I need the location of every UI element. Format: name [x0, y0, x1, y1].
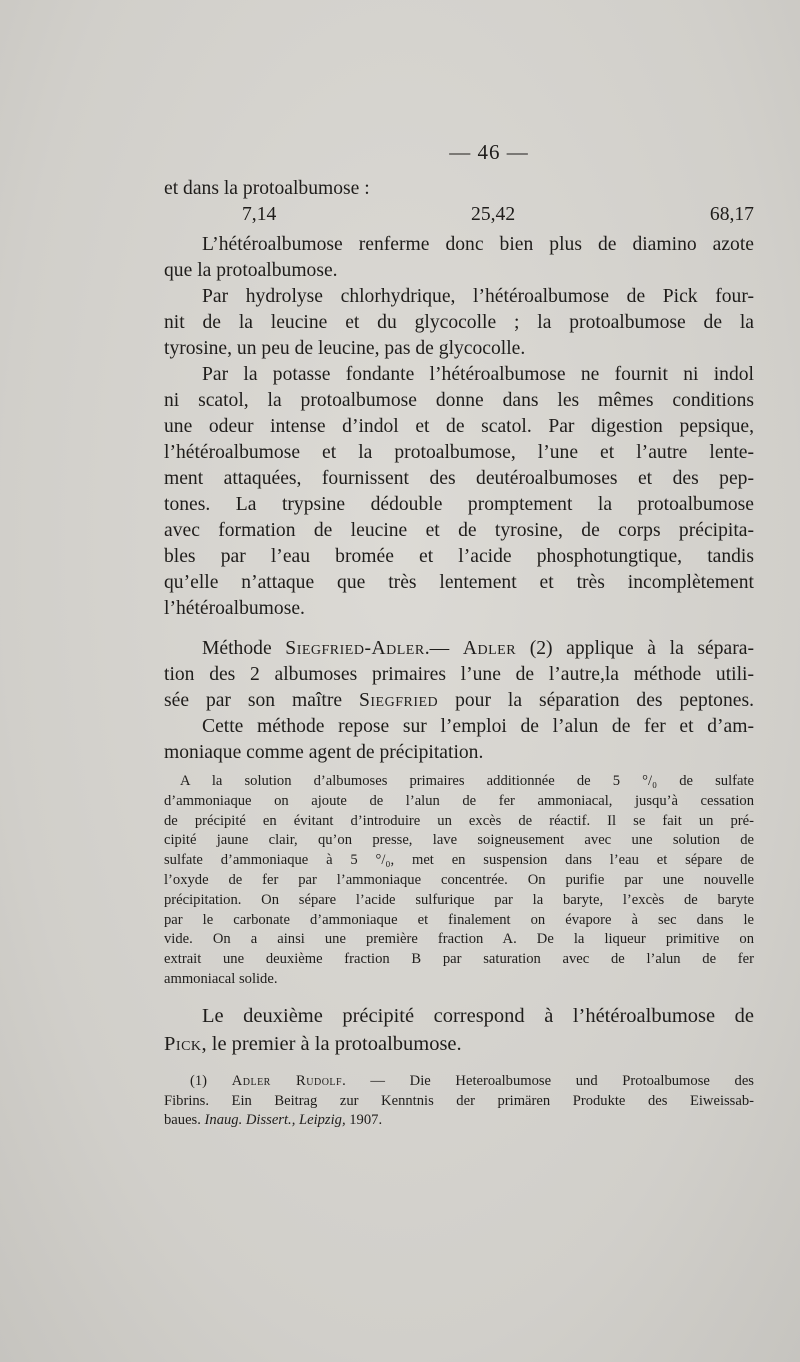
- small-print-line: cipité jaune clair, qu’on presse, lave soigneusement avec une solution de: [164, 832, 754, 849]
- text-fragment: Méthode: [202, 638, 286, 659]
- text-fragment: , le premier à la protoalbumose.: [201, 1032, 462, 1055]
- paragraph-line: ment attaquées, fournissent des deutéroalbumoses et des pep-: [164, 468, 754, 489]
- small-print-line: précipitation. On sépare l’acide sulfurique par la baryte, l’excès de baryte: [164, 891, 754, 908]
- values-row: [164, 202, 754, 228]
- methode-heading-line: [164, 636, 754, 662]
- paragraph-line: bles par l’eau bromée et l’acide phosphotungtique, tandis: [164, 546, 754, 567]
- paragraph-line: que la protoalbumose.: [164, 260, 338, 281]
- value-1: 7,14: [242, 204, 277, 225]
- author-name: Pick: [164, 1032, 202, 1055]
- intro-line: et dans la protoalbumose :: [164, 178, 370, 199]
- small-print-line: l’oxyde de fer par l’ammoniaque concentrée. On purifie par une nouvelle: [164, 871, 754, 888]
- paragraph-line: [164, 1030, 754, 1058]
- paragraph-3: [164, 362, 754, 622]
- small-print-line: sulfate d’ammoniaque à 5 °/₀, met en suspension dans l’eau et sépare de: [164, 852, 754, 869]
- small-print-line: vide. On a ainsi une première fraction A. De la liqueur primitive on: [164, 931, 754, 948]
- paragraph-line: l’hétéroalbumose.: [164, 598, 305, 619]
- footnote-number: (1): [190, 1072, 232, 1089]
- final-paragraph: [164, 1002, 754, 1058]
- small-print-procedure: [164, 772, 754, 990]
- small-print-line: extrait une deuxième fraction B par saturation avec de l’alun de fer: [164, 951, 754, 968]
- citation: Inaug. Dissert., Leipzig,: [204, 1112, 346, 1129]
- paragraph-line: Cette méthode repose sur l’emploi de l’alun de fer et d’am-: [202, 716, 754, 737]
- author-name: Siegfried: [358, 690, 439, 711]
- small-print-line: A la solution d’albumoses primaires additionnée de 5 °/₀ de sulfate: [180, 773, 754, 789]
- paragraph-line: tyrosine, un peu de leucine, pas de glycocolle.: [164, 338, 526, 359]
- page-number: — 46 —: [449, 140, 529, 164]
- text-fragment: .—: [424, 638, 463, 659]
- small-print-line: de précipité en évitant d’introduire un excès de réactif. Il se fait un pré-: [164, 812, 754, 829]
- author-name: Adler: [462, 638, 517, 659]
- author-name: Siegfried-Adler: [285, 638, 425, 659]
- paragraph-line: l’hétéroalbumose et la protoalbumose, l’une et l’autre lente-: [164, 442, 754, 463]
- paragraph-2: [164, 284, 754, 362]
- paragraph-line: ni scatol, la protoalbumose donne dans les mêmes conditions: [164, 390, 754, 411]
- paragraph-line: Le deuxième précipité correspond à l’hétéroalbumose de: [202, 1004, 754, 1027]
- methode-section: [164, 636, 754, 766]
- small-print-line: par le carbonate d’ammoniaque et finalement on évapore à sec dans le: [164, 911, 754, 928]
- text-fragment: . — Die Heteroalbumose und Protoalbumose des: [342, 1072, 754, 1089]
- paragraph-line: moniaque comme agent de précipitation.: [164, 742, 484, 763]
- text-fragment: baues.: [164, 1112, 205, 1129]
- small-print-line: ammoniacal solide.: [164, 970, 278, 987]
- footnote: [164, 1072, 754, 1131]
- text-fragment: pour la séparation des peptones.: [438, 690, 754, 711]
- paragraph-line: tion des 2 albumoses primaires l’une de l’autre,la méthode utili-: [164, 664, 754, 685]
- footnote-line: [164, 1111, 754, 1131]
- footnote-line: Fibrins. Ein Beitrag zur Kenntnis der primären Produkte des Eiweissab-: [164, 1092, 754, 1109]
- paragraph-line: qu’elle n’attaque que très lentement et très incomplètement: [164, 572, 754, 593]
- paragraph-line: L’hétéroalbumose renferme donc bien plus de diamino azote: [202, 234, 754, 255]
- paragraph-line: Par la potasse fondante l’hétéroalbumose ne fournit ni indol: [202, 364, 754, 385]
- paragraph-line: tones. La trypsine dédouble promptement la protoalbumose: [164, 494, 754, 515]
- small-print-line: d’ammoniaque on ajoute de l’alun de fer ammoniacal, jusqu’à cessation: [164, 792, 754, 809]
- paragraph-1: [164, 232, 754, 284]
- text-fragment: sée par son maître: [164, 690, 359, 711]
- paragraph-line: nit de la leucine et du glycocolle ; la protoalbumose de la: [164, 312, 754, 333]
- author-name: Adler Rudolf: [231, 1072, 343, 1089]
- paragraph-line: une odeur intense d’indol et de scatol. Par digestion pepsique,: [164, 416, 754, 437]
- footnote-line: [164, 1072, 754, 1092]
- paragraph-line: avec formation de leucine et de tyrosine, de corps précipita-: [164, 520, 754, 541]
- document-page: [164, 140, 754, 1131]
- text-fragment: 1907.: [345, 1112, 383, 1129]
- text-fragment: (2) applique à la sépara-: [516, 638, 754, 659]
- value-2: 25,42: [471, 204, 516, 225]
- value-3: 68,17: [709, 204, 754, 225]
- paragraph-line: Par hydrolyse chlorhydrique, l’hétéroalbumose de Pick four-: [202, 286, 754, 307]
- paragraph-line: [164, 688, 754, 714]
